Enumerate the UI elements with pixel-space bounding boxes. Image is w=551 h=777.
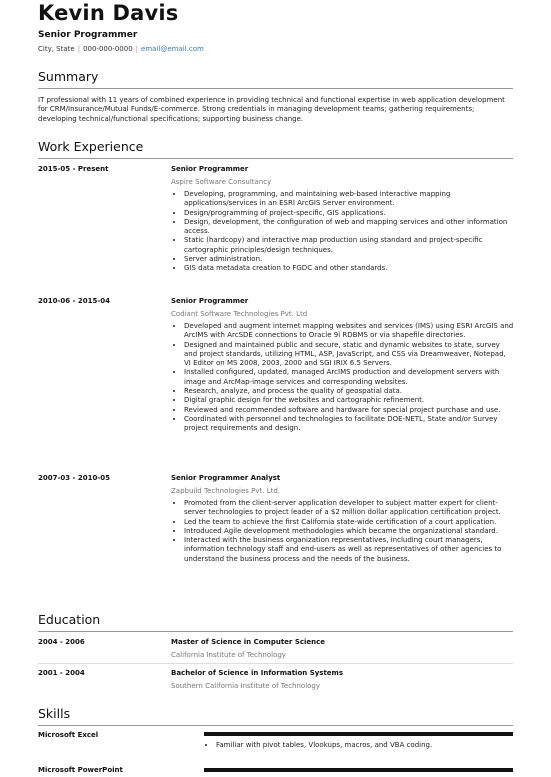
- job-role: Senior Programmer: [171, 165, 249, 173]
- list-item: • Led the team to achieve the first California state-wide certification of a court application.: [184, 518, 514, 527]
- degree: Bachelor of Science in Information Systems: [171, 669, 344, 677]
- email-link[interactable]: email@email.com: [141, 45, 204, 53]
- list-item: • Design, development, the configuration of web and mapping services and other information access.: [184, 218, 514, 237]
- location: City, State: [38, 45, 75, 53]
- contact-line: [38, 45, 204, 53]
- school: California Institute of Technology: [171, 651, 286, 659]
- job-dates: 2007-03 - 2010-05: [38, 474, 111, 482]
- education-dates: 2001 - 2004: [38, 669, 85, 677]
- job-dates: 2015-05 - Present: [38, 165, 109, 173]
- list-item: • Static (hardcopy) and interactive map production using standard and project-specific cartographic principles/design techniques.: [184, 236, 514, 255]
- candidate-name: Kevin Davis: [38, 1, 179, 25]
- experience-heading: Work Experience: [38, 139, 144, 154]
- section-divider: [38, 158, 513, 159]
- list-item: • Installed configured, updated, managed ArcIMS production and development servers with image and ArcMap-image services and corresponding websites.: [184, 368, 514, 387]
- list-item: • Design/programming of project-specific, GIS applications.: [184, 209, 514, 218]
- skill-name: Microsoft PowerPoint: [38, 766, 123, 774]
- list-item: • Introduced Agile development methodologies which became the organizational standard.: [184, 527, 514, 536]
- list-item: • Coordinated with personnel and technologies to facilitate DOE-NETL, State and/or Survey project requirements and design.: [184, 415, 514, 434]
- job-company: Aspire Software Consultancy: [171, 178, 272, 186]
- list-item: • Developed and augment internet mapping websites and services (IMS) using ESRI ArcGIS and ArcIMS with ArcSDE connections to Oracle 9i RDBMS or via shapefile directories.: [184, 322, 514, 341]
- job-role: Senior Programmer: [171, 297, 249, 305]
- job-bullets: [171, 190, 514, 274]
- entry-divider: [38, 663, 513, 664]
- section-divider: [38, 631, 513, 632]
- job-company: Zapbuild Technologies Pvt. Ltd.: [171, 487, 281, 495]
- job-company: Codiant Software Technologies Pvt. Ltd: [171, 310, 308, 318]
- candidate-title: Senior Programmer: [38, 30, 138, 40]
- skill-detail: [204, 741, 432, 749]
- education-dates: 2004 - 2006: [38, 638, 85, 646]
- summary-text: IT professional with 11 years of combined experience in providing technical and functional expertise in web application development for CRM/Insurance/Mutual Funds/E-commerce. Strong credentials in managing development teams; gathering requirements; developing technical/functional specifications; supporting business change.: [38, 96, 505, 123]
- list-item: • Server administration.: [184, 255, 514, 264]
- school: Southern California Institute of Technology: [171, 682, 321, 690]
- job-role: Senior Programmer Analyst: [171, 474, 281, 482]
- phone: 000-000-0000: [83, 45, 133, 53]
- job-bullets: [171, 322, 514, 434]
- list-item: • Research, analyze, and process the quality of geospatial data.: [184, 387, 514, 396]
- list-item: • Promoted from the client-server application developer to subject matter expert for client-server technologies to project leader of a $2 million dollar application certification project.: [184, 499, 514, 518]
- list-item: • Developing, programming, and maintaining web-based interactive mapping applications/services in an ESRI ArcGIS Server environment.: [184, 190, 514, 209]
- job-dates: 2010-06 - 2015-04: [38, 297, 111, 305]
- job-bullets: [171, 499, 514, 564]
- separator: |: [135, 45, 139, 53]
- skill-level-bar: [204, 732, 513, 736]
- list-item: • Familiar with pivot tables, Vlookups, macros, and VBA coding.: [216, 741, 432, 749]
- list-item: • GIS data metadata creation to FGDC and other standards.: [184, 264, 514, 273]
- skill-level-bar: [204, 768, 513, 772]
- separator: |: [77, 45, 81, 53]
- section-divider: [38, 88, 513, 89]
- section-divider: [38, 725, 513, 726]
- list-item: • Digital graphic design for the websites and cartographic refinement.: [184, 396, 514, 405]
- summary-heading: Summary: [38, 69, 99, 84]
- education-heading: Education: [38, 612, 101, 627]
- degree: Master of Science in Computer Science: [171, 638, 326, 646]
- list-item: • Designed and maintained public and secure, static and dynamic websites to state, survey and project standards, utilizing HTML, ASP, JavaScript, and CSS via Dreamweaver, Notepad, VI Editor on MS 2008, 2003, 2000 and SGI IRIX 6.5 Servers.: [184, 341, 514, 369]
- list-item: • Reviewed and recommended software and hardware for special project purchase and use.: [184, 406, 514, 415]
- skill-name: Microsoft Excel: [38, 731, 99, 739]
- skills-heading: Skills: [38, 706, 71, 721]
- list-item: • Interacted with the business organization representatives, including court managers, information technology staff and end-users as well as representatives of other agencies to understand the business process and the needs of the business.: [184, 536, 514, 564]
